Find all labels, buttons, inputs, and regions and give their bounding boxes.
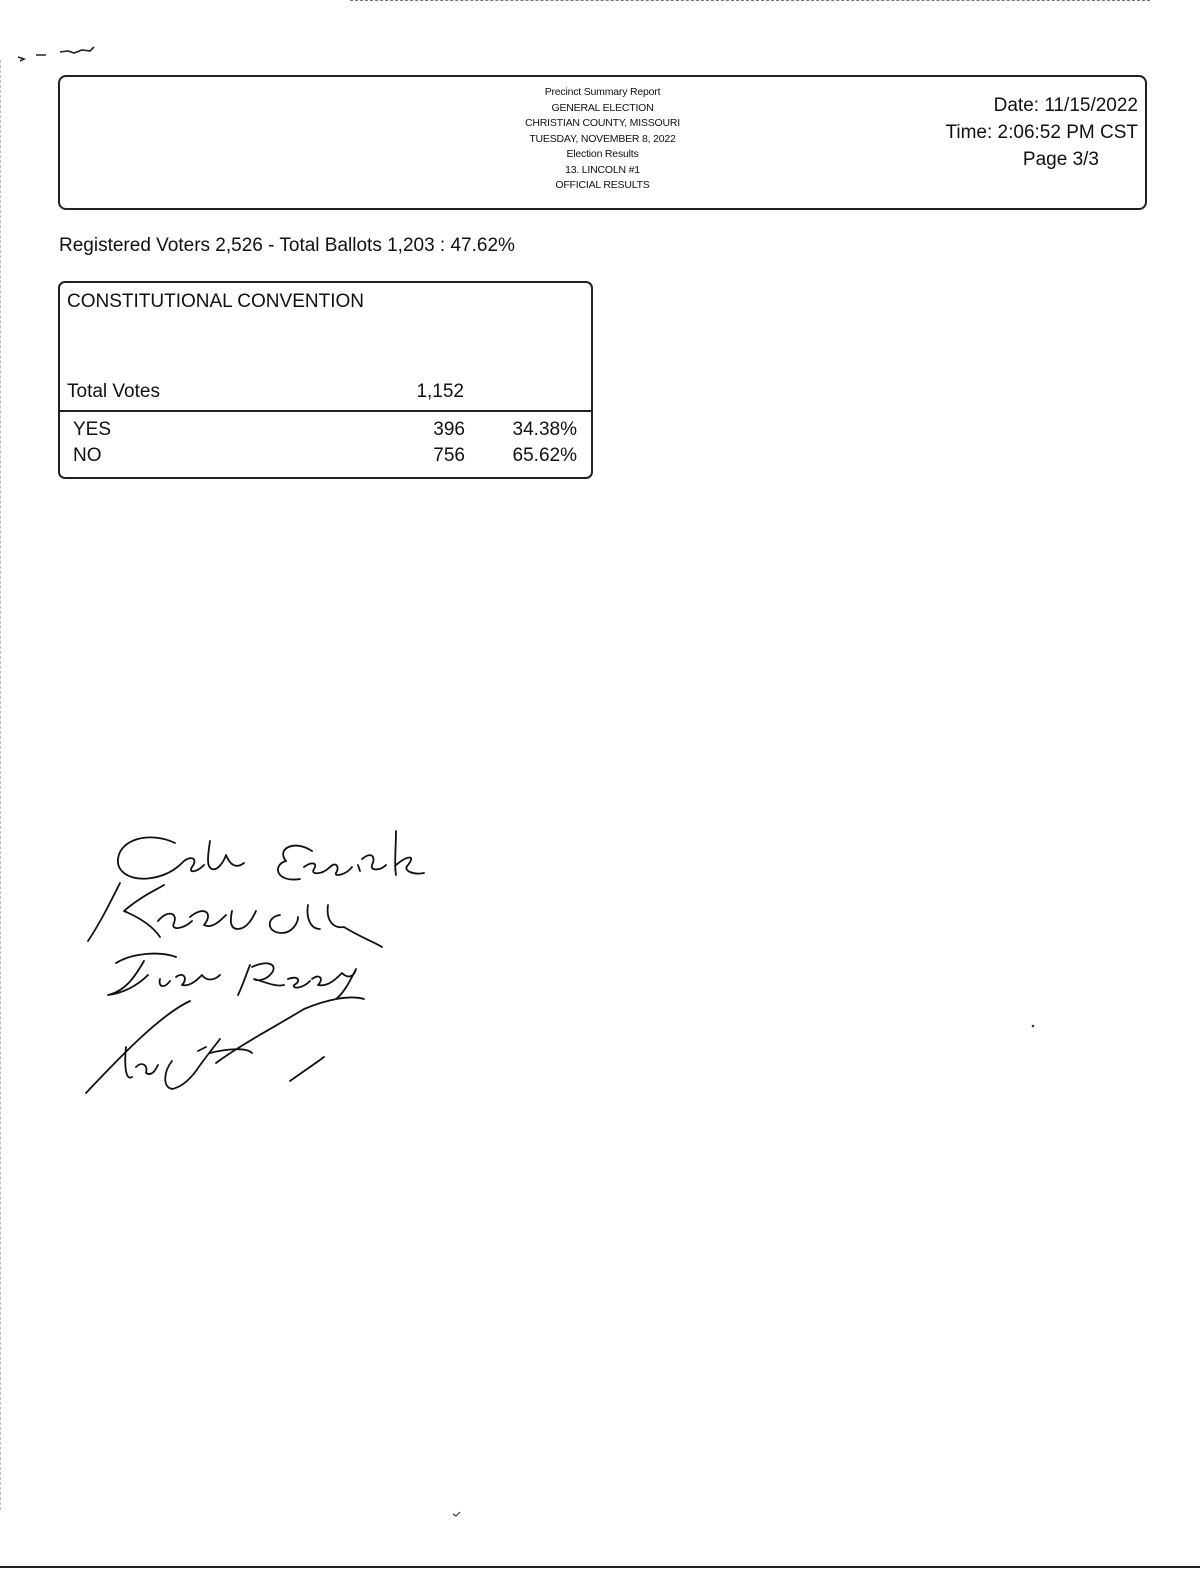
report-time: Time: 2:06:52 PM CST [945, 122, 1138, 143]
results-status: OFFICIAL RESULTS [555, 179, 650, 191]
report-meta [885, 92, 1145, 173]
choice-votes: 756 [433, 445, 465, 466]
total-votes-value: 1,152 [416, 381, 464, 402]
report-date: Date: 11/15/2022 [993, 95, 1138, 116]
turnout-summary: Registered Voters 2,526 - Total Ballots 1,203 : 47.62% [59, 235, 515, 256]
results-label: Election Results [566, 148, 639, 160]
choice-percent: 34.38% [512, 419, 577, 440]
precinct-name: 13. LINCOLN #1 [565, 163, 640, 176]
choice-name: NO [73, 445, 102, 466]
total-votes-label: Total Votes [67, 381, 160, 402]
choice-row-no [60, 445, 591, 471]
jurisdiction: CHRISTIAN COUNTY, MISSOURI [524, 117, 681, 129]
contest-title: CONSTITUTIONAL CONVENTION [67, 291, 364, 312]
report-header-box [58, 75, 1147, 210]
choice-row-yes [60, 419, 591, 445]
page-number: Page 3/3 [1022, 149, 1099, 170]
handwritten-signatures [80, 825, 460, 1105]
choice-percent: 65.62% [512, 445, 577, 466]
election-date: TUESDAY, NOVEMBER 8, 2022 [529, 132, 676, 145]
election-name: GENERAL ELECTION [551, 101, 654, 114]
contest-divider [60, 410, 591, 412]
choice-votes: 396 [433, 419, 465, 440]
report-type: Precinct Summary Report [544, 86, 661, 98]
choice-name: YES [73, 419, 112, 440]
contest-results-box [58, 281, 593, 479]
